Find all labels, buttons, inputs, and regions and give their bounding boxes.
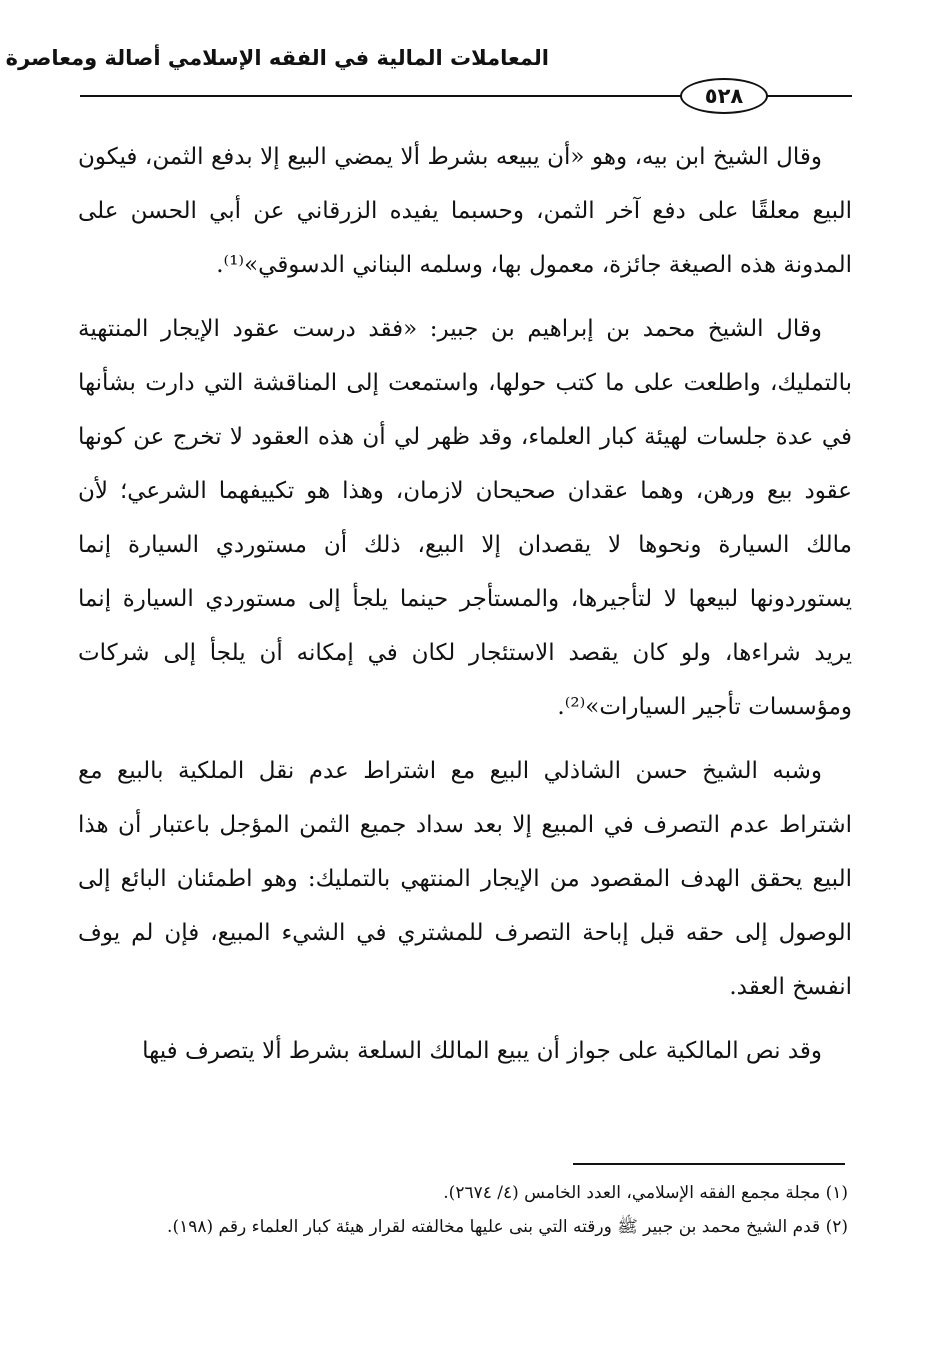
page-number-badge: ٥٢٨	[680, 78, 768, 114]
paragraph: وقال الشيخ محمد بن إبراهيم بن جبير: «فقد درست عقود الإيجار المنتهية بالتمليك، واطلعت على ما كتب حولها، واستمعت إلى المناقشة التي دارت بشأنها في عدة جلسات لهيئة كبار العلماء، وقد ظهر لي أن هذه العقود لا تخرج عن كونها عقود بيع ورهن، وهما عقدان صحيحان لازمان، وهذا هو تكييفهما الشرعي؛ لأن مالك السيارة ونحوها لا يقصدان إلا البيع، ذلك أن مستوردي السيارة إنما يستوردونها لبيعها لا لتأجيرها، والمستأجر حينما يلجأ إلى مستوردي السيارة إنما يريد شراءها، ولو كان يقصد الاستئجار لكان في إمكانه أن يلجأ إلى شركات ومؤسسات تأجير السيارات»⁽²⁾.	[78, 316, 852, 720]
paragraph: وقد نص المالكية على جواز أن يبيع المالك السلعة بشرط ألا يتصرف فيها	[142, 1038, 822, 1064]
running-header-title: المعاملات المالية في الفقه الإسلامي أصالة ومعاصرة	[5, 46, 549, 70]
footnote-separator	[573, 1163, 845, 1165]
footnote: (٢) قدم الشيخ محمد بن جبير ﷺ ورقته التي بنى عليها مخالفته لقرار هيئة كبار العلماء رقم (١٩٨).	[167, 1217, 848, 1237]
main-text	[78, 130, 852, 1088]
footnote: (١) مجلة مجمع الفقه الإسلامي، العدد الخامس (٤/ ٢٦٧٤).	[443, 1183, 848, 1203]
footnotes	[78, 1178, 848, 1246]
paragraph: وشبه الشيخ حسن الشاذلي البيع مع اشتراط عدم نقل الملكية بالبيع مع اشتراط عدم التصرف في المبيع إلا بعد سداد جميع الثمن المؤجل باعتبار أن هذا البيع يحقق الهدف المقصود من الإيجار المنتهي بالتمليك: وهو اطمئنان البائع إلى الوصول إلى حقه قبل إباحة التصرف للمشتري في الشيء المبيع، فإن لم يوف انفسخ العقد.	[78, 758, 852, 1000]
paragraph: وقال الشيخ ابن بيه، وهو «أن يبيعه بشرط ألا يمضي البيع إلا بدفع الثمن، فيكون البيع معلقًا على دفع آخر الثمن، وحسبما يفيده الزرقاني عن أبي الحسن على المدونة هذه الصيغة جائزة، معمول بها، وسلمه البناني الدسوقي»⁽¹⁾.	[78, 144, 852, 278]
